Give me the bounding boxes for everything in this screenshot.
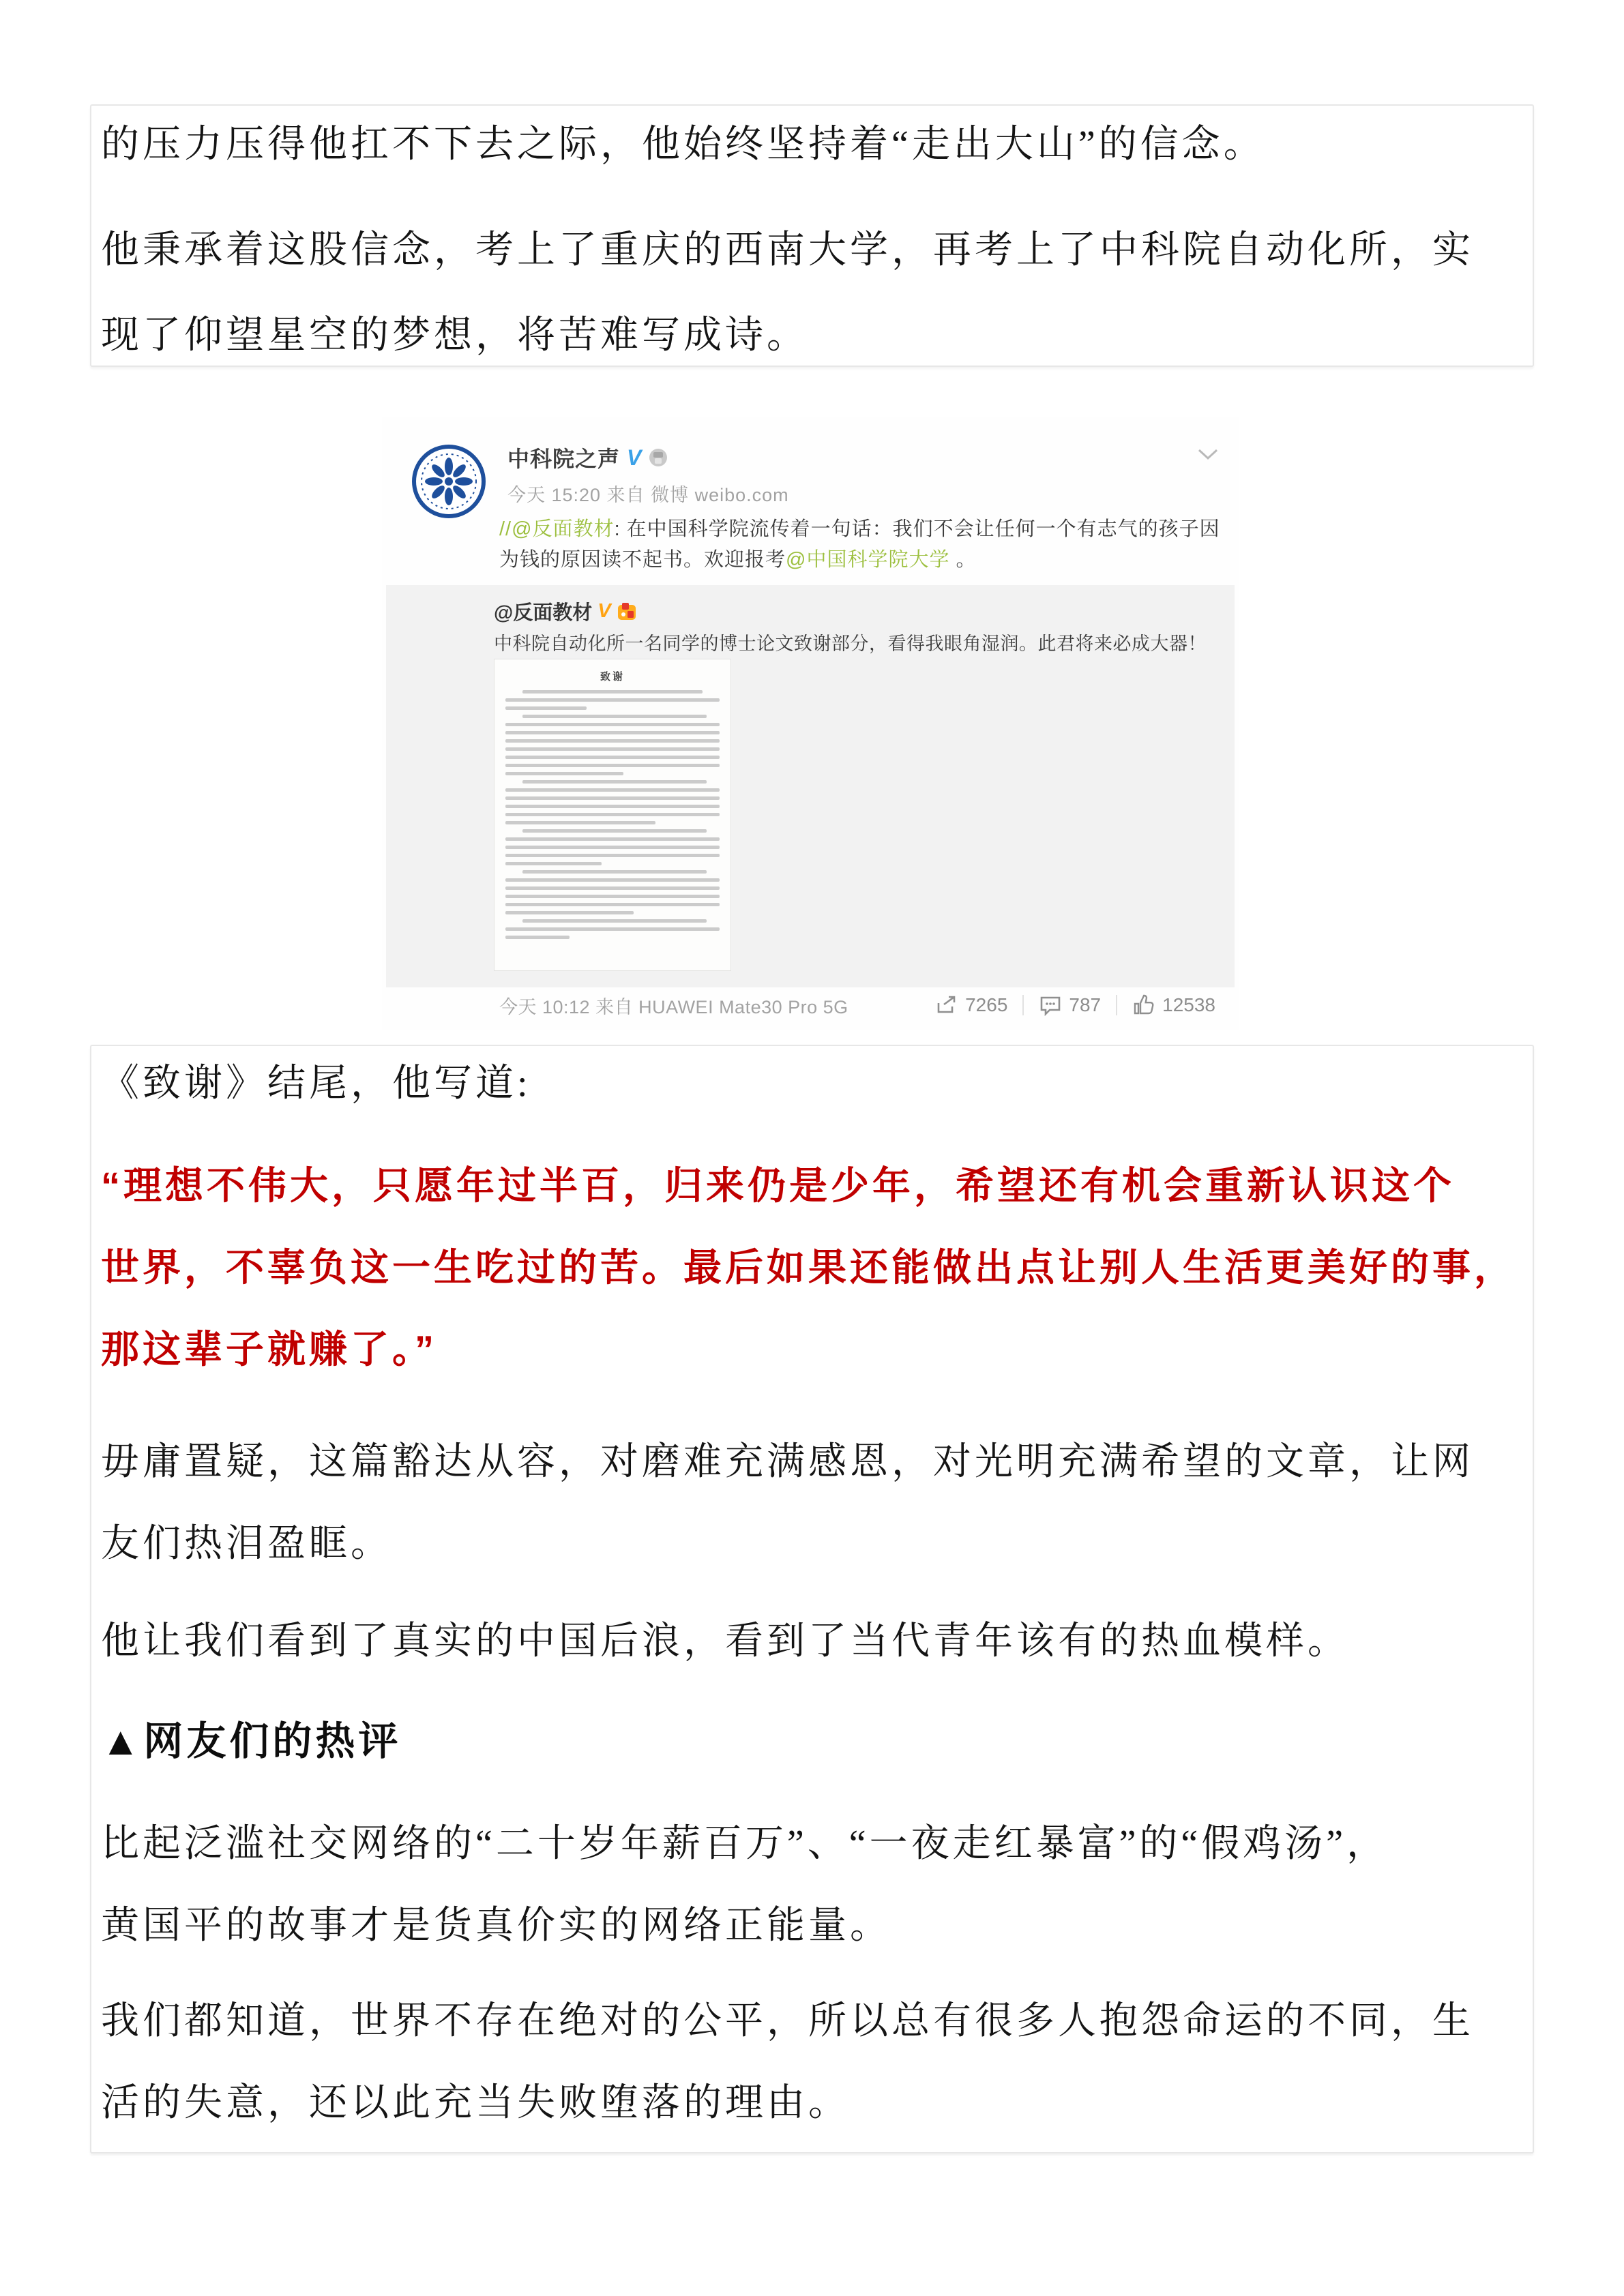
supertopic-badge-icon (617, 601, 637, 622)
repost-icon (935, 994, 958, 1016)
paragraph-line: 友们热泪盈眶。 (101, 1523, 392, 1565)
thesis-title: 致谢 (600, 672, 625, 683)
repost-button[interactable] (935, 994, 1007, 1016)
weibo-mention-link[interactable]: //@反面教材 (499, 518, 615, 540)
quoted-post-timestamp: 今天 10:12 来自 HUAWEI Mate30 Pro 5G (499, 996, 848, 1017)
paragraph-line: 黄国平的故事才是货真价实的网络正能量。 (101, 1905, 891, 1947)
quoted-account-name[interactable]: @反面教材 (494, 602, 593, 624)
paragraph-line: 毋庸置疑，这篇豁达从容，对磨难充满感恩，对光明充满希望的文章，让网 (101, 1441, 1474, 1483)
comment-icon (1039, 994, 1062, 1016)
weibo-mention-link[interactable]: @中国科学院大学 (786, 549, 950, 571)
weibo-text-segment: 为钱的原因读不起书。欢迎报考 (499, 549, 786, 571)
verified-gold-v-icon: V (597, 600, 611, 622)
thesis-acknowledgement-image[interactable] (494, 659, 731, 971)
paragraph-line: 《致谢》结尾，他写道: (101, 1062, 531, 1105)
red-quote-line: 那这辈子就赚了。” (101, 1328, 437, 1371)
weibo-post-line (499, 545, 1220, 576)
repost-count: 7265 (965, 994, 1008, 1015)
commentary-text-box (90, 1045, 1534, 2153)
weibo-timestamp: 今天 15:20 来自 微博 weibo.com (507, 485, 789, 505)
weibo-embed-card (382, 417, 1239, 1030)
red-quote-line: 世界，不辜负这一生吃过的苦。最后如果还能做出点让别人生活更美好的事， (101, 1246, 1516, 1289)
weibo-post-text (499, 514, 1220, 576)
like-icon (1132, 994, 1155, 1016)
like-button[interactable] (1132, 994, 1215, 1016)
member-medal-icon (648, 447, 668, 468)
paragraph-line: 比起泛滥社交网络的“二十岁年薪百万”、“一夜走红暴富”的“假鸡汤”， (101, 1823, 1389, 1865)
weibo-text-segment: 。 (949, 549, 977, 571)
paragraph-line: 活的失意，还以此充当失败堕落的理由。 (101, 2082, 850, 2124)
intro-text-box (90, 104, 1534, 367)
cas-logo-avatar[interactable] (412, 445, 486, 518)
section-heading: ▲网友们的热评 (101, 1719, 402, 1763)
divider (1116, 995, 1117, 1015)
paragraph-line: 现了仰望星空的梦想，将苦难写成诗。 (101, 314, 808, 357)
paragraph-line: 我们都知道，世界不存在绝对的公平，所以总有很多人抱怨命运的不同，生 (101, 2000, 1474, 2042)
thesis-blurred-text (494, 683, 730, 939)
verified-blue-v-icon: V (627, 445, 642, 470)
paragraph-line: 他让我们看到了真实的中国后浪，看到了当代青年该有的热血模样。 (101, 1620, 1349, 1663)
weibo-text-segment: : 在中国科学院流传着一句话：我们不会让任何一个有志气的孩子因 (614, 518, 1220, 540)
divider (1022, 995, 1024, 1015)
paragraph-line: 的压力压得他扛不下去之际，他始终坚持着“走出大山”的信念。 (101, 123, 1265, 166)
comment-button[interactable] (1039, 994, 1101, 1016)
weibo-post-line (499, 514, 1220, 545)
weibo-meta-bar (382, 989, 1239, 1022)
quoted-post-text: 中科院自动化所一名同学的博士论文致谢部分，看得我眼角湿润。此君将来必成大器！ (494, 633, 1207, 654)
like-count: 12538 (1162, 994, 1215, 1015)
chevron-down-icon[interactable] (1196, 447, 1220, 461)
red-quote-line: “理想不伟大，只愿年过半百，归来仍是少年，希望还有机会重新认识这个 (101, 1164, 1455, 1207)
comment-count: 787 (1069, 994, 1102, 1015)
weibo-account-name[interactable]: 中科院之声 (507, 447, 621, 471)
quoted-weibo-box (386, 585, 1235, 987)
paragraph-line: 他秉承着这股信念，考上了重庆的西南大学，再考上了中科院自动化所，实 (101, 229, 1474, 271)
